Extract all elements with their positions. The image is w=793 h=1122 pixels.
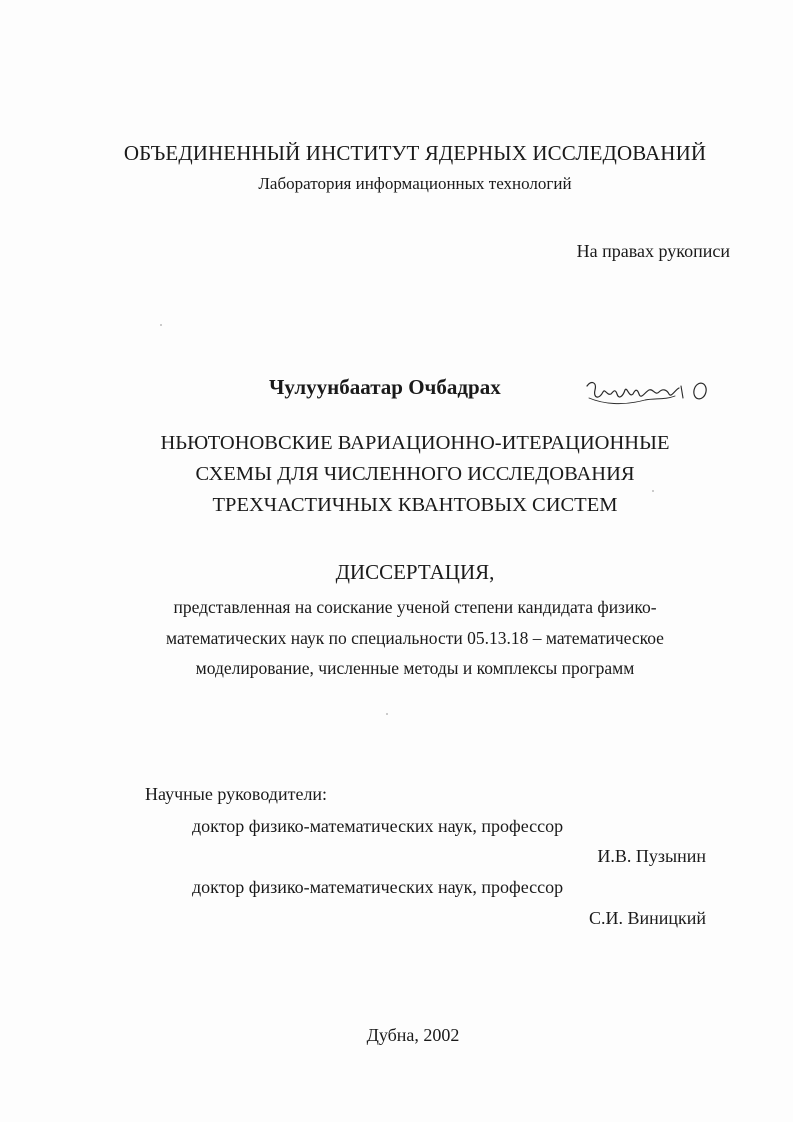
supervisor-1-title: доктор физико-математических наук, профессор	[192, 816, 564, 836]
scan-speck	[160, 324, 162, 326]
author-name: Чулуунбаатар Очбадрах	[269, 375, 501, 399]
scan-speck	[386, 713, 388, 715]
degree-description	[0, 592, 793, 684]
supervisor-1-name: И.В. Пузынин	[597, 846, 706, 866]
description-line-1: представленная на соискание ученой степени кандидата физико-	[173, 597, 657, 617]
title-line-2: СХЕМЫ ДЛЯ ЧИСЛЕННОГО ИССЛЕДОВАНИЯ	[195, 463, 635, 485]
rights-note: На правах рукописи	[576, 241, 730, 261]
supervisors-heading: Научные руководители:	[145, 784, 328, 804]
description-line-3: моделирование, численные методы и комплексы программ	[195, 658, 635, 678]
document-type: ДИССЕРТАЦИЯ,	[335, 560, 495, 584]
title-line-1: НЬЮТОНОВСКИЕ ВАРИАЦИОННО-ИТЕРАЦИОННЫЕ	[160, 432, 670, 454]
title-line-3: ТРЕХЧАСТИЧНЫХ КВАНТОВЫХ СИСТЕМ	[212, 494, 618, 516]
institute-name: ОБЪЕДИНЕННЫЙ ИНСТИТУТ ЯДЕРНЫХ ИССЛЕДОВАНИЙ	[123, 141, 707, 165]
supervisor-2-title: доктор физико-математических наук, профессор	[192, 877, 564, 897]
supervisor-2-name: С.И. Виницкий	[588, 908, 706, 928]
author-signature	[583, 376, 713, 408]
place-and-year: Дубна, 2002	[366, 1025, 460, 1045]
laboratory-name: Лаборатория информационных технологий	[258, 174, 572, 193]
description-line-2: математических наук по специальности 05.13.18 – математическое	[166, 627, 664, 648]
dissertation-title	[0, 428, 793, 521]
scan-speck	[652, 490, 654, 492]
